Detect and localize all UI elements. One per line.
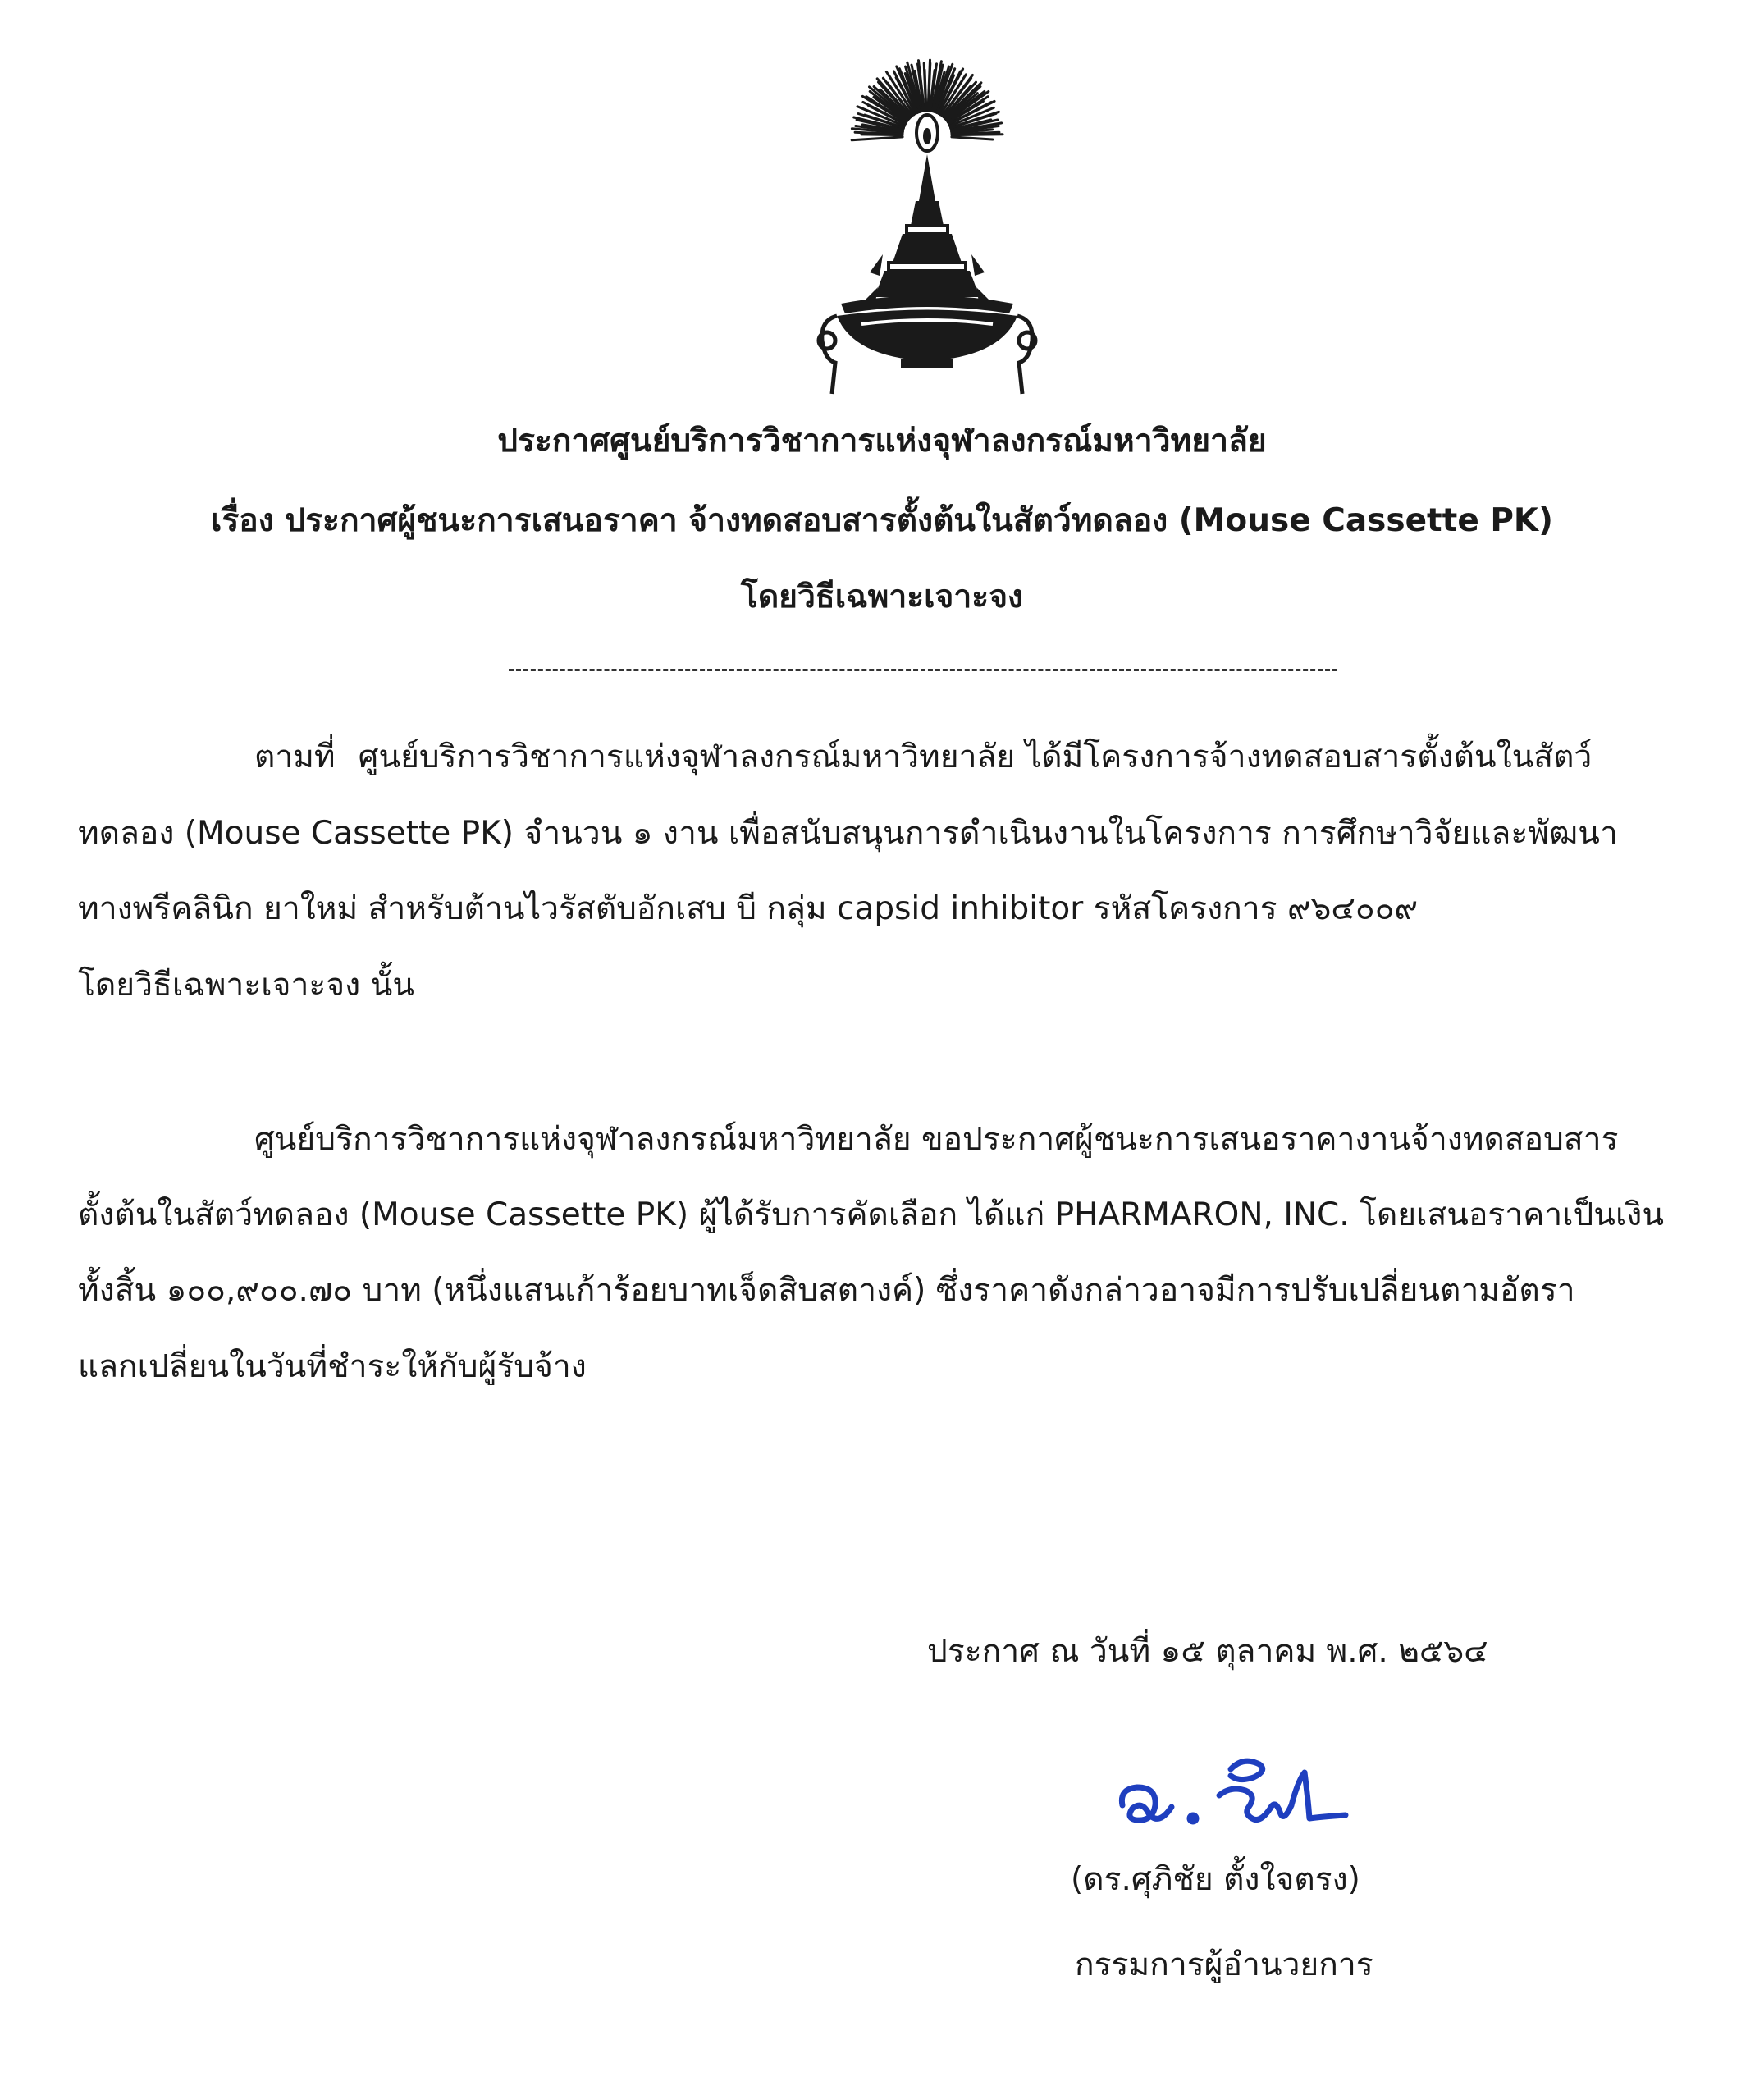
paragraph1-line3: ทางพรีคลินิก ยาใหม่ สำหรับต้านไวรัสตับอักเสบ บี กลุ่ม capsid inhibitor รหัสโครงการ ๙๖๔๐๐๙ (78, 890, 1419, 927)
procurement-method: โดยวิธีเฉพาะเจาะจง (740, 579, 1024, 615)
signer-title: กรรมการผู้อำนวยการ (1075, 1946, 1373, 1983)
handwritten-signature (1108, 1748, 1362, 1838)
announcement-date: ประกาศ ณ วันที่ ๑๕ ตุลาคม พ.ศ. ๒๕๖๔ (927, 1633, 1488, 1670)
announcement-subject: เรื่อง ประกาศผู้ชนะการเสนอราคา จ้างทดสอบสารตั้งต้นในสัตว์ทดลอง (Mouse Cassette PK) (211, 502, 1553, 539)
paragraph1-lead: ตามที่ (254, 739, 336, 775)
paragraph1-line1 (254, 739, 1592, 777)
paragraph2-line4: แลกเปลี่ยนในวันที่ชำระให้กับผู้รับจ้าง (78, 1348, 587, 1385)
paragraph2-line2: ตั้งต้นในสัตว์ทดลอง (Mouse Cassette PK) ผู้ได้รับการคัดเลือก ได้แก่ PHARMARON, INC. โดยเสนอราคาเป็นเงิน (78, 1196, 1664, 1233)
paragraph2-line1: ศูนย์บริการวิชาการแห่งจุฬาลงกรณ์มหาวิทยาลัย ขอประกาศผู้ชนะการเสนอราคางานจ้างทดสอบสาร (254, 1121, 1619, 1158)
signer-name: (ดร.ศุภิชัย ตั้งใจตรง) (1071, 1861, 1360, 1898)
paragraph1-line2: ทดลอง (Mouse Cassette PK) จำนวน ๑ งาน เพื่อสนับสนุนการดำเนินงานในโครงการ การศึกษาวิจัยและพัฒนา (78, 815, 1618, 852)
paragraph1-line4: โดยวิธีเฉพาะเจาะจง นั้น (78, 967, 414, 1004)
paragraph1-line1-rest: ศูนย์บริการวิชาการแห่งจุฬาลงกรณ์มหาวิทยาลัย ได้มีโครงการจ้างทดสอบสารตั้งต้นในสัตว์ (358, 739, 1593, 775)
announcement-title: ประกาศศูนย์บริการวิชาการแห่งจุฬาลงกรณ์มหาวิทยาลัย (497, 423, 1267, 460)
divider (509, 669, 1337, 671)
paragraph2-line3: ทั้งสิ้น ๑๐๐,๙๐๐.๗๐ บาท (หนึ่งแสนเก้าร้อยบาทเจ็ดสิบสตางค์) ซึ่งราคาดังกล่าวอาจมีการปรับเปลี่ยนตามอัตรา (78, 1272, 1575, 1309)
chulalongkorn-phra-kiao-emblem-icon (804, 57, 1050, 402)
